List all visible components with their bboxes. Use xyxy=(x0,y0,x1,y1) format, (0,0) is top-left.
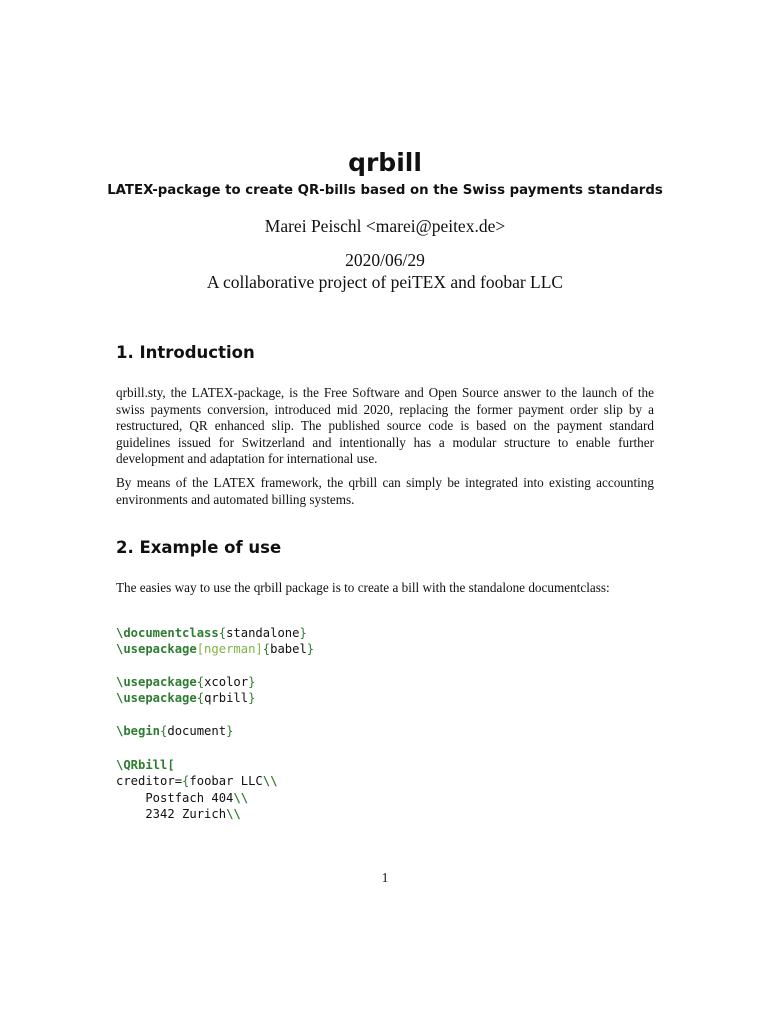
section-heading-introduction: 1. Introduction xyxy=(116,343,255,362)
code-line xyxy=(116,641,314,657)
code-option: [ngerman] xyxy=(196,642,263,657)
code-block-begin xyxy=(116,723,233,739)
code-argument: document xyxy=(167,724,227,738)
code-line xyxy=(116,790,277,806)
code-newline: \\ xyxy=(262,774,278,789)
code-line xyxy=(116,757,277,773)
paper-title: qrbill xyxy=(348,148,422,177)
code-line xyxy=(116,625,314,641)
code-newline: \\ xyxy=(226,807,241,822)
code-brace: { xyxy=(218,626,227,640)
code-brace: { xyxy=(160,724,168,738)
code-brace: { xyxy=(196,675,205,689)
code-command: \usepackage xyxy=(116,675,197,689)
section-heading-example: 2. Example of use xyxy=(116,538,282,557)
code-command: \begin xyxy=(116,724,161,738)
author-line: Marei Peischl <marei@peitex.de> xyxy=(264,216,506,236)
intro-paragraph-2: By means of the LATEX framework, the qrbill can simply be integrated into existing accounting environments and automated billing systems. xyxy=(116,475,654,507)
code-argument: foobar LLC xyxy=(189,774,263,789)
code-line xyxy=(116,690,255,706)
code-brace: { xyxy=(262,642,271,657)
code-brace: } xyxy=(226,724,234,738)
code-brace: } xyxy=(248,675,256,689)
date-line: 2020/06/29 xyxy=(345,250,425,270)
code-brace: } xyxy=(248,691,256,706)
code-brace: { xyxy=(182,774,190,789)
collaboration-line: A collaborative project of peiTEX and foobar LLC xyxy=(206,272,564,292)
code-line xyxy=(116,674,255,690)
code-argument: xcolor xyxy=(204,675,249,689)
code-argument: babel xyxy=(270,642,307,657)
code-newline: \\ xyxy=(233,790,249,805)
code-line xyxy=(116,773,277,789)
paper-subtitle: LATEX-package to create QR-bills based on the Swiss payments standards xyxy=(107,183,663,198)
code-block-packages xyxy=(116,674,255,707)
code-bracket: [ xyxy=(167,758,175,772)
code-command: \QRbill xyxy=(116,758,168,772)
code-command: \documentclass xyxy=(116,626,219,640)
code-line xyxy=(116,723,233,739)
code-brace: { xyxy=(196,691,205,706)
code-command: \usepackage xyxy=(116,691,197,706)
code-argument: standalone xyxy=(226,626,300,640)
code-line xyxy=(116,806,277,822)
code-argument: qrbill xyxy=(204,691,249,706)
code-brace: } xyxy=(306,642,315,657)
code-key: creditor= xyxy=(116,774,183,789)
intro-paragraph-1: qrbill.sty, the LATEX-package, is the Free Software and Open Source answer to the launch of the swiss payments conversion, introduced mid 2020, replacing the former payment order slip by a restructured, QR enhanced slip. The published source code is based on the payment standard guidelines issued for Switzerland and intentionally has a modular structure to enable further development and adaptation for international use. xyxy=(116,385,654,467)
page-number: 1 xyxy=(381,870,389,885)
code-brace: } xyxy=(299,626,307,640)
code-block-qrbill xyxy=(116,757,277,823)
code-command: \usepackage xyxy=(116,642,197,657)
code-block-preamble xyxy=(116,625,314,658)
code-argument: Postfach 404 xyxy=(116,790,234,805)
code-argument: 2342 Zurich xyxy=(116,807,227,822)
example-paragraph: The easies way to use the qrbill package is to create a bill with the standalone documentclass: xyxy=(116,580,610,595)
